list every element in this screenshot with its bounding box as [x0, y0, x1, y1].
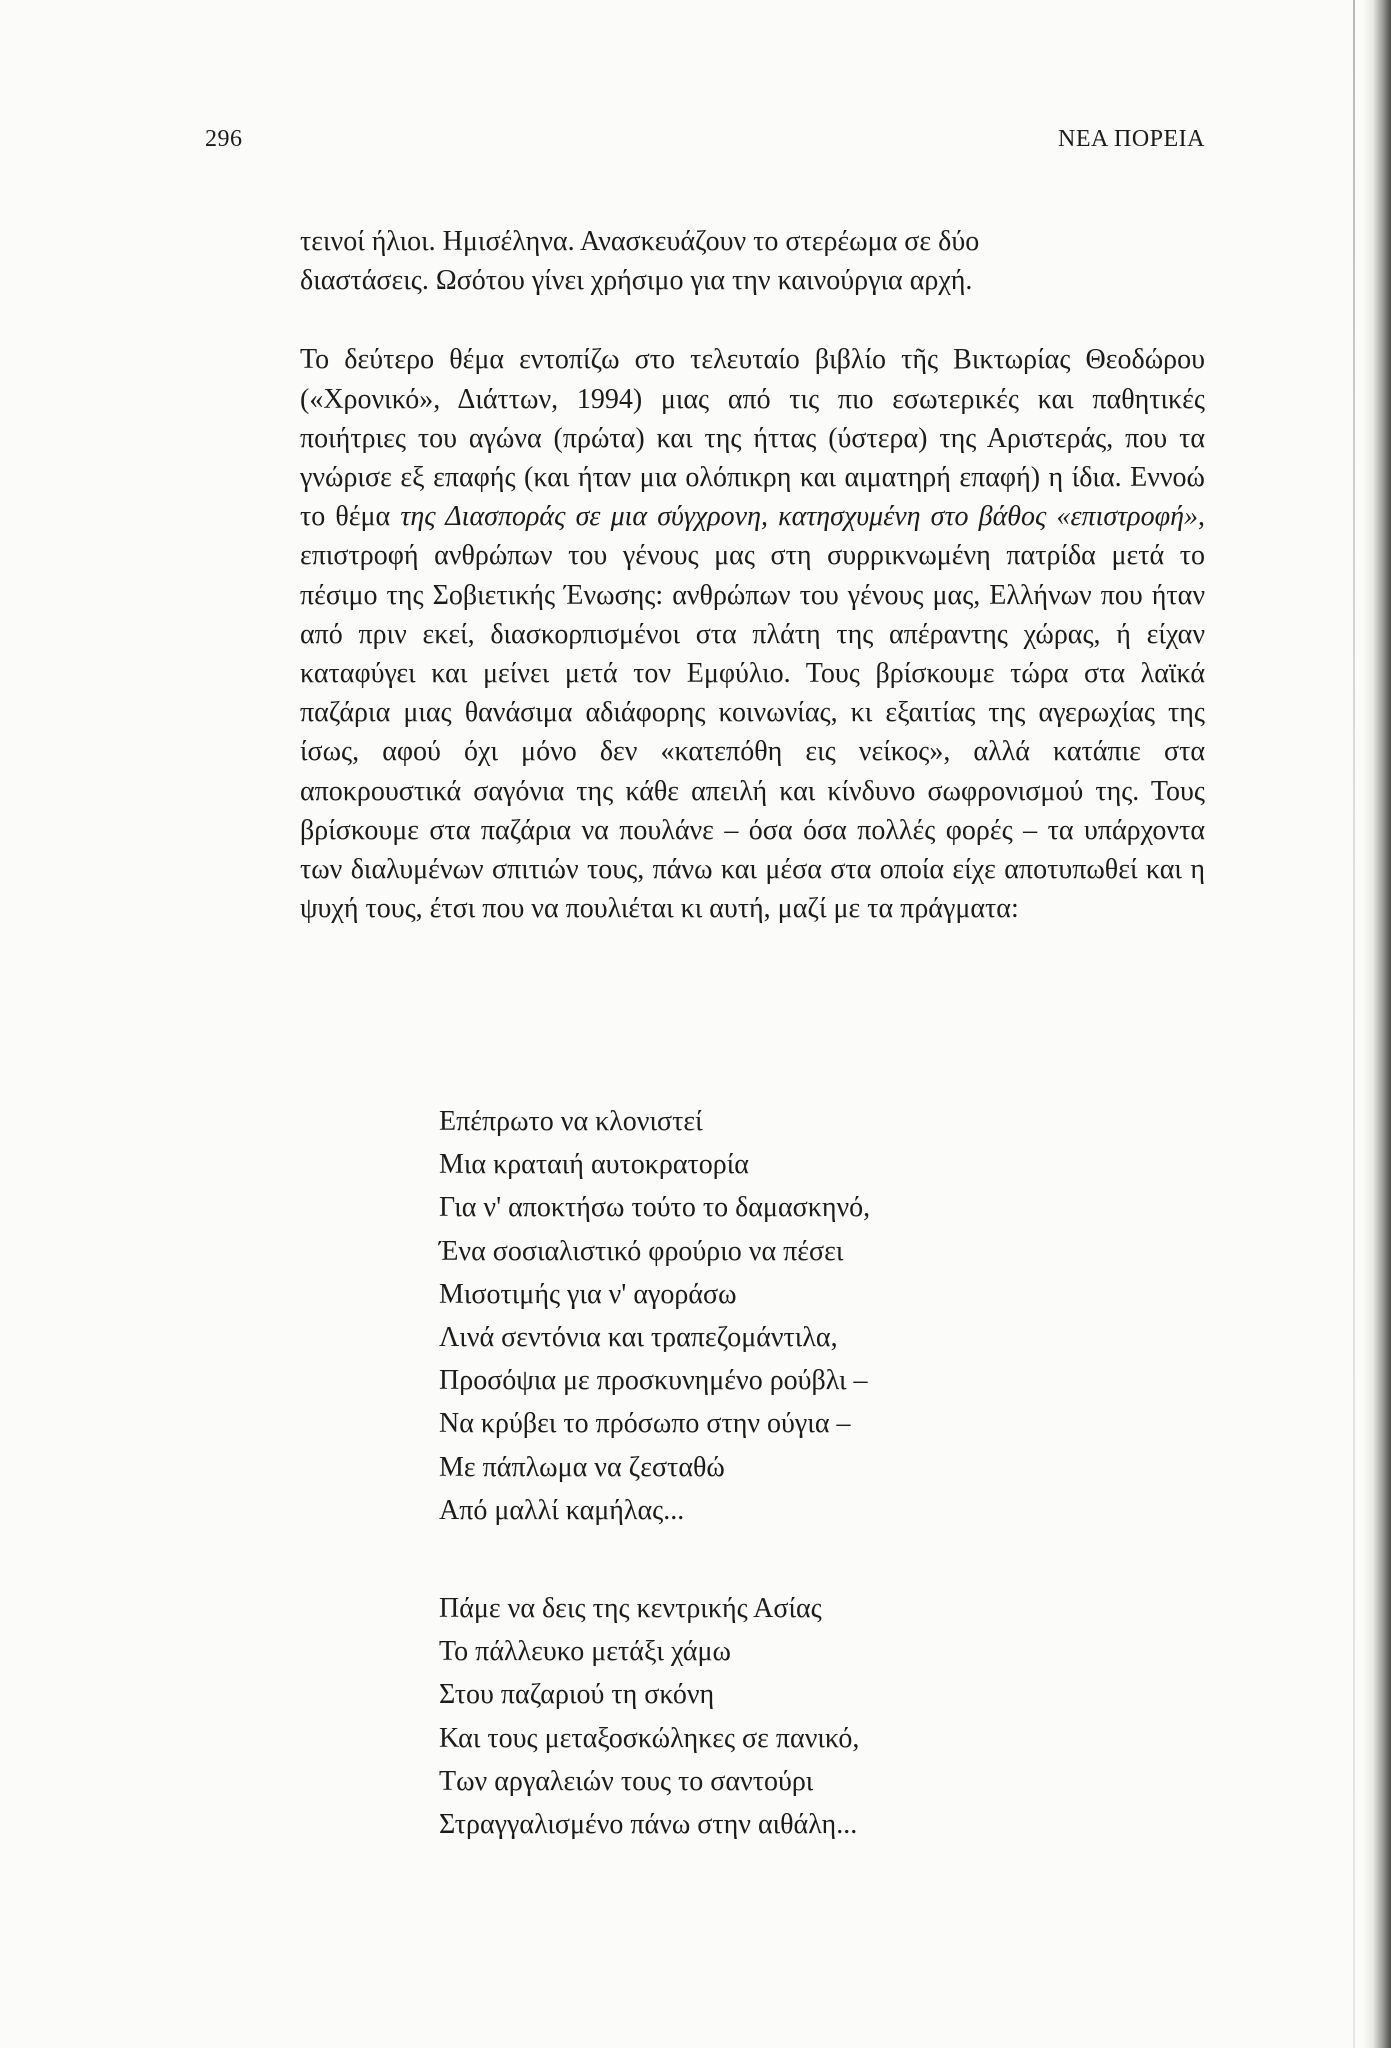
italic-phrase: της Διασποράς σε μια σύγχρονη, κατησχυμένη στο βάθος «επιστροφή»: [400, 501, 1199, 533]
paragraph-line: διαστάσεις. Ωσότου γίνει χρήσιμο για την καινούργια αρχή.: [300, 265, 973, 297]
poem-line: Προσόψια με προσκυνημένο ρούβλι –: [439, 1365, 868, 1397]
paragraph: [300, 340, 1205, 928]
poem-line: Για ν' αποκτήσω τούτο το δαμασκηνό,: [439, 1192, 871, 1224]
paragraph-continuation: [300, 222, 1205, 300]
poem-line: Και τους μεταξοσκώληκες σε πανικό,: [439, 1722, 860, 1754]
poem-line: Πάμε να δεις της κεντρικής Ασίας: [439, 1593, 822, 1624]
paragraph-text: Το δεύτερο θέμα εντοπίζω στο τελευταίο βιβλίο τῆς Βικτωρίας Θεοδώρου («Χρονικό», Διάττων, 1994) μιας από τις πιο εσωτερικές και παθητικές ποιήτριες του αγώνα (πρώτα) και της ήττας (ύστερα) της Αριστεράς, που τα γνώρισε εξ επαφής (και ήταν μια ολόπικρη και αιματηρή επαφή) η ίδια. Εννοώ το θέμα: [300, 344, 1205, 533]
poem-line: Στραγγαλισμένο πάνω στην αιθάλη...: [439, 1809, 858, 1841]
poem-line: Να κρύβει το πρόσωπο στην ούγια –: [439, 1408, 851, 1440]
poem-line: Επέπρωτο να κλονιστεί: [439, 1106, 703, 1137]
poem-line: Λινά σεντόνια και τραπεζομάντιλα,: [439, 1322, 838, 1354]
poem-line: Μια κραταιή αυτοκρατορία: [439, 1149, 749, 1181]
paragraph-text: , επιστροφή ανθρώπων του γένους μας στη συρρικνωμένη πατρίδα μετά το πέσιμο της Σοβιετικής Ένωσης: ανθρώπων του γένους μας, Ελλήνων που ήταν από πριν εκεί, διασκορπισμένοι στα πλάτη της απέραντης χώρας, ή είχαν καταφύγει και μείνει μετά τον Εμφύλιο. Τους βρίσκουμε τώρα στα λαϊκά παζάρια μιας θανάσιμα αδιάφορης κοινωνίας, κι εξαιτίας της αγερωχίας της ίσως, αφού όχι μόνο δεν «κατεπόθη εις νείκος», αλλά κατάπιε στα αποκρουστικά σαγόνια της κάθε απειλή και κίνδυνο σωφρονισμού της. Τους βρίσκουμε στα παζάρια να πουλάνε – όσα όσα πολλές φορές – τα υπάρχοντα των διαλυμένων σπιτιών τους, πάνω και μέσα στα οποία είχε αποτυπωθεί και η ψυχή τους, έτσι που να πουλιέται κι αυτή, μαζί με τα πράγματα:: [300, 501, 1206, 925]
page-shadow-line: [1353, 0, 1355, 2048]
paragraph-line: τεινοί ήλιοι. Ημισέληνα. Ανασκευάζουν το στερέωμα σε δύο: [300, 226, 980, 257]
poem-line: Μισοτιμής για ν' αγοράσω: [439, 1278, 737, 1310]
binding-edge: [1363, 0, 1391, 2048]
poem-stanza-1: [439, 1100, 1199, 1532]
poem-line: Με πάπλωμα να ζεσταθώ: [439, 1451, 725, 1483]
body-text: [300, 222, 1205, 928]
poem-line: Στου παζαριού τη σκόνη: [439, 1679, 715, 1711]
poem-line: Των αργαλειών τους το σαντούρι: [439, 1765, 814, 1797]
running-title: ΝΕΑ ΠΟΡΕΙΑ: [1058, 126, 1205, 152]
poem-line: Ένα σοσιαλιστικό φρούριο να πέσει: [439, 1235, 844, 1267]
page-number: 296: [205, 126, 243, 152]
poem-line: Το πάλλευκο μετάξι χάμω: [439, 1636, 731, 1668]
poem-line: Από μαλλί καμήλας...: [439, 1494, 685, 1526]
poem-stanza-2: [439, 1587, 1199, 1846]
